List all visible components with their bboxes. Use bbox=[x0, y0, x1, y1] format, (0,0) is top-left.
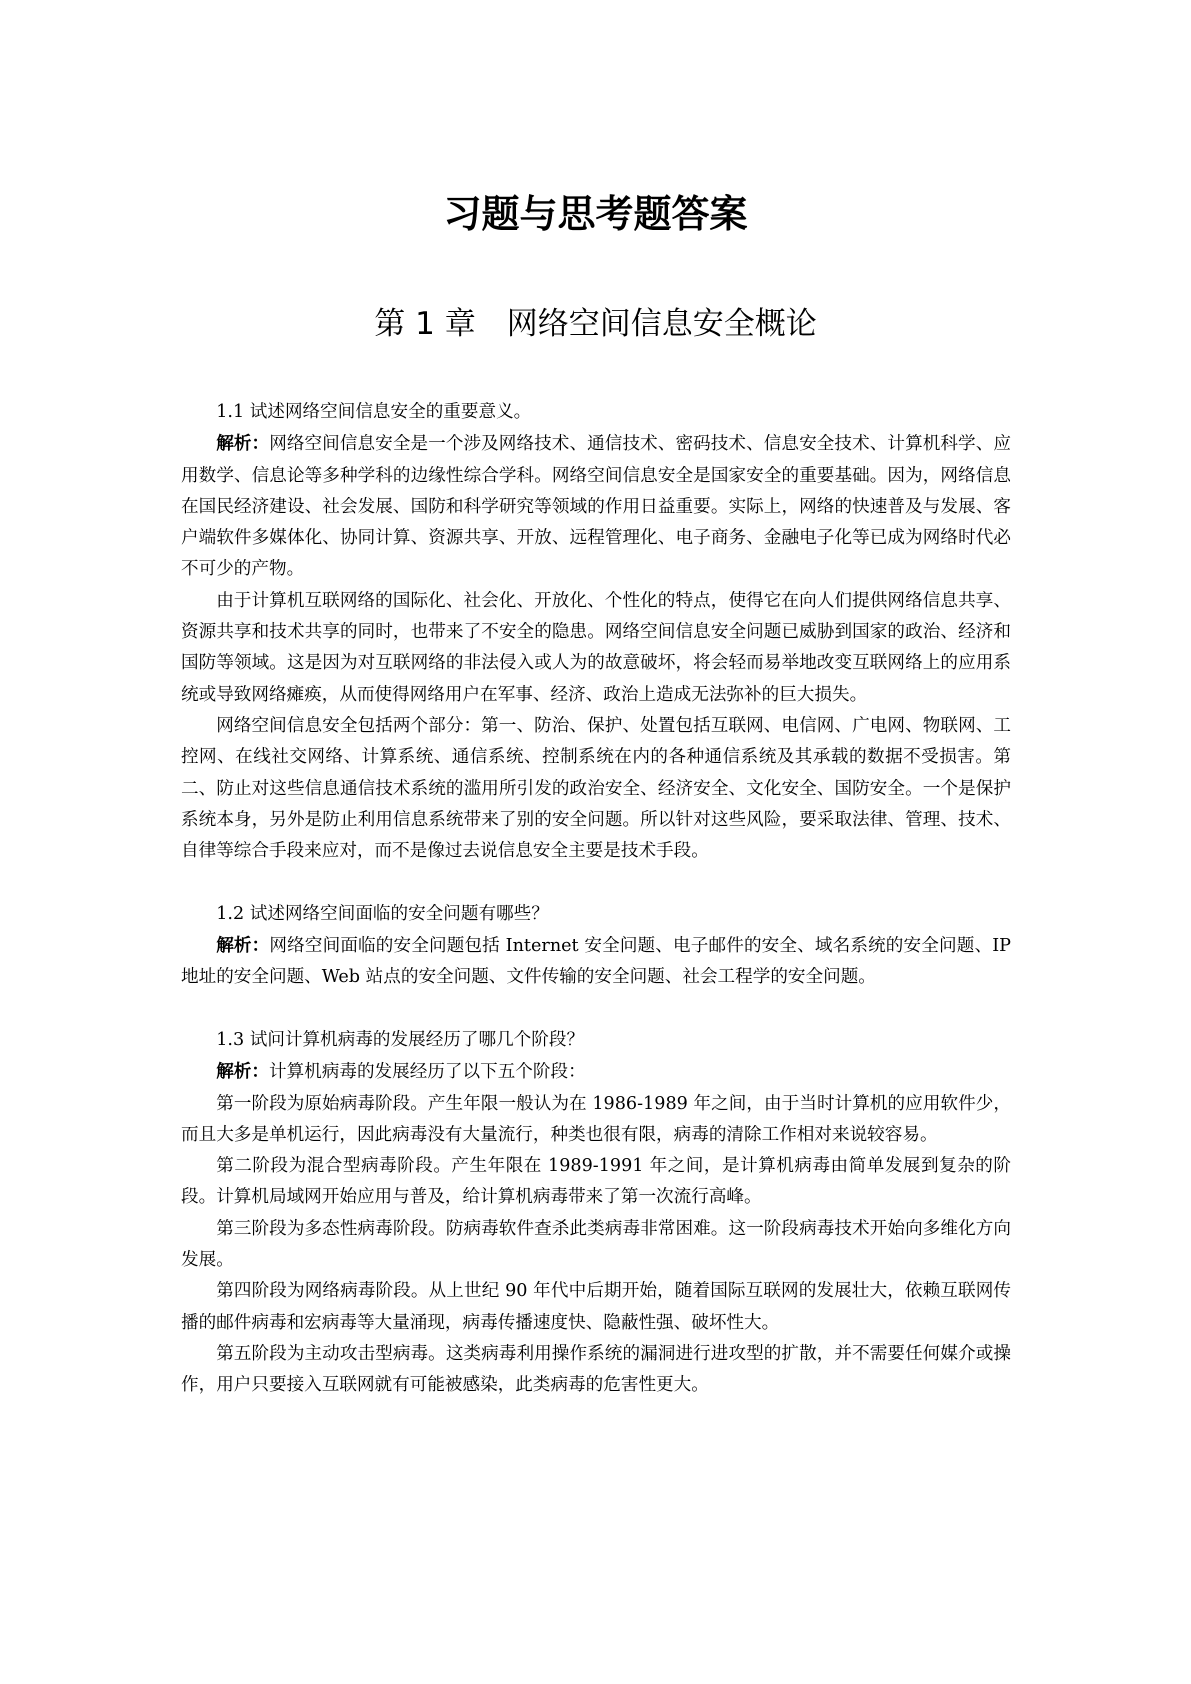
document-body bbox=[181, 397, 1011, 1402]
answer-1-1-paragraph bbox=[181, 428, 1011, 585]
answer-1-3-paragraph: 第三阶段为多态性病毒阶段。防病毒软件查杀此类病毒非常困难。这一阶段病毒技术开始向多维化方向发展。 bbox=[181, 1218, 1011, 1271]
answer-1-3-paragraph bbox=[181, 1056, 1011, 1088]
question-1-2: 1.2 试述网络空间面临的安全问题有哪些？ bbox=[216, 903, 549, 924]
answer-1-3-paragraph: 第一阶段为原始病毒阶段。产生年限一般认为在 1986-1989 年之间，由于当时计算机的应用软件少，而且大多是单机运行，因此病毒没有大量流行，种类也很有限，病毒的清除工作相对来说较容易。 bbox=[181, 1093, 1011, 1145]
answer-1-3-paragraph: 第四阶段为网络病毒阶段。从上世纪 90 年代中后期开始，随着国际互联网的发展壮大，依赖互联网传播的邮件病毒和宏病毒等大量涌现，病毒传播速度快、隐蔽性强、破坏性大。 bbox=[181, 1281, 1011, 1333]
answer-label: 解析： bbox=[216, 935, 270, 957]
answer-1-1-paragraph: 网络空间信息安全包括两个部分：第一、防治、保护、处置包括互联网、电信网、广电网、物联网、工控网、在线社交网络、计算系统、通信系统、控制系统在内的各种通信系统及其承载的数据不受损害。第二、防止对这些信息通信技术系统的滥用所引发的政治安全、经济安全、文化安全、国防安全。一个是保护系统本身，另外是防止利用信息系统带来了别的安全问题。所以针对这些风险，要采取法律、管理、技术、自律等综合手段来应对，而不是像过去说信息安全主要是技术手段。 bbox=[181, 715, 1011, 862]
answer-1-3-paragraph: 第二阶段为混合型病毒阶段。产生年限在 1989-1991 年之间，是计算机病毒由简单发展到复杂的阶段。计算机局域网开始应用与普及，给计算机病毒带来了第一次流行高峰。 bbox=[181, 1156, 1011, 1208]
answer-label: 解析： bbox=[216, 433, 270, 455]
answer-1-3-paragraph: 第五阶段为主动攻击型病毒。这类病毒利用操作系统的漏洞进行进攻型的扩散，并不需要任何媒介或操作，用户只要接入互联网就有可能被感染，此类病毒的危害性更大。 bbox=[181, 1343, 1011, 1396]
answer-1-1-paragraph: 由于计算机互联网络的国际化、社会化、开放化、个性化的特点，使得它在向人们提供网络信息共享、资源共享和技术共享的同时，也带来了不安全的隐患。网络空间信息安全问题已威胁到国家的政治、经济和国防等领域。这是因为对互联网络的非法侵入或人为的故意破坏，将会轻而易举地改变互联网络上的应用系统或导致网络瘫痪，从而使得网络用户在军事、经济、政治上造成无法弥补的巨大损失。 bbox=[181, 590, 1011, 705]
answer-text: 计算机病毒的发展经历了以下五个阶段： bbox=[268, 1062, 586, 1083]
answer-text: 网络空间信息安全是一个涉及网络技术、通信技术、密码技术、信息安全技术、计算机科学、应用数学、信息论等多种学科的边缘性综合学科。网络空间信息安全是国家安全的重要基础。因为，网络信息在国民经济建设、社会发展、国防和科学研究等领域的作用日益重要。实际上，网络的快速普及与发展、客户端软件多媒体化、协同计算、资源共享、开放、远程管理化、电子商务、金融电子化等已成为网络时代必不可少的产物。 bbox=[181, 434, 1011, 580]
answer-label: 解析： bbox=[216, 1061, 269, 1083]
section-spacer bbox=[181, 867, 1011, 898]
question-1-3: 1.3 试问计算机病毒的发展经历了哪几个阶段？ bbox=[216, 1029, 585, 1050]
section-spacer bbox=[181, 994, 1011, 1025]
question-1-1: 1.1 试述网络空间信息安全的重要意义。 bbox=[216, 402, 532, 422]
answer-1-2-paragraph bbox=[181, 930, 1011, 994]
document-title: 习题与思考题答案 bbox=[443, 192, 748, 236]
answer-text: 网络空间面临的安全问题包括 Internet 安全问题、电子邮件的安全、域名系统的安全问题、IP 地址的安全问题、Web 站点的安全问题、文件传输的安全问题、社会工程学的安全问题。 bbox=[181, 936, 1011, 988]
chapter-title: 第 1 章 网络空间信息安全概论 bbox=[374, 306, 817, 342]
